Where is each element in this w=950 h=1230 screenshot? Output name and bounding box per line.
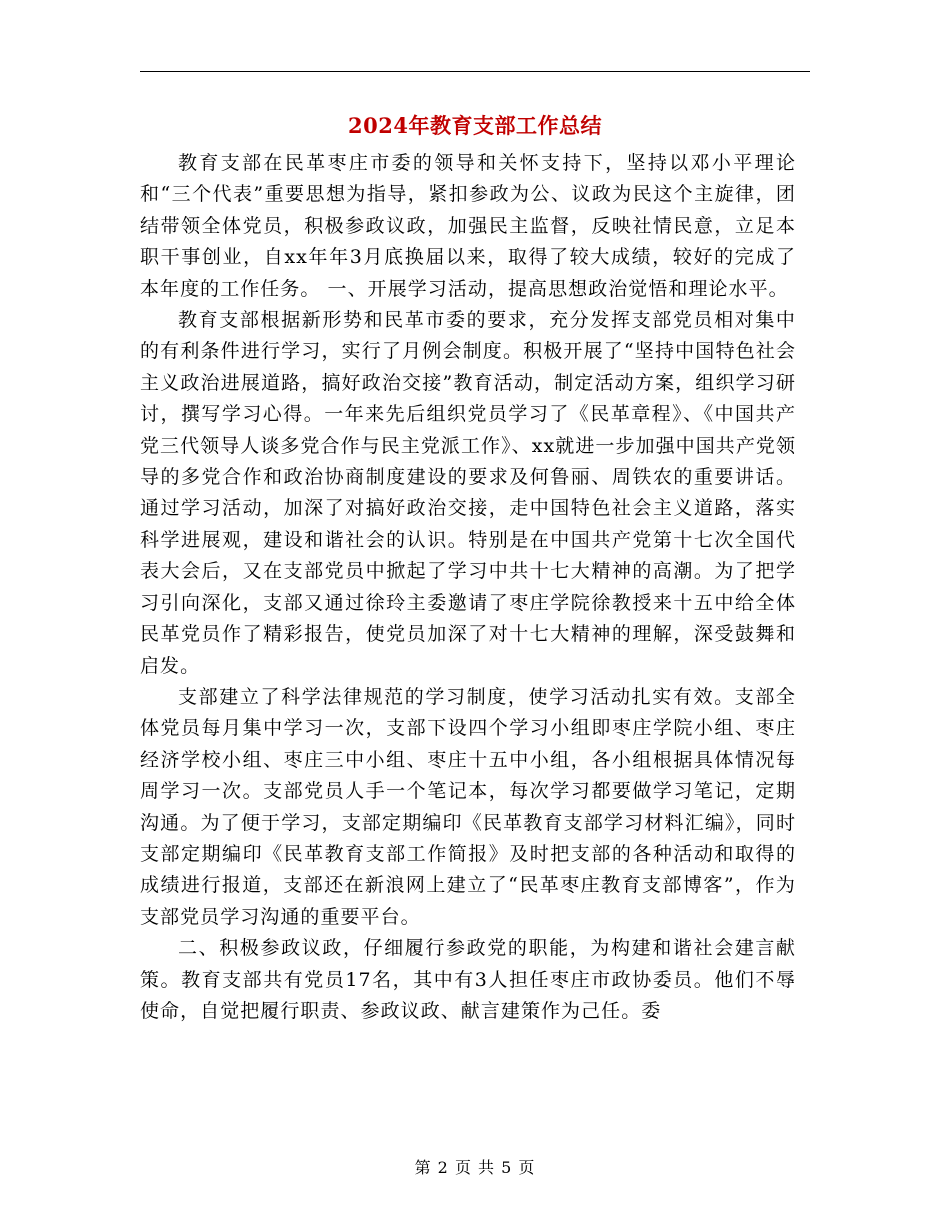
page-number-footer: 第 2 页 共 5 页 bbox=[414, 1158, 536, 1177]
paragraph: 支部建立了科学法律规范的学习制度，使学习活动扎实有效。支部全体党员每月集中学习一次，支部下设四个学习小组即枣庄学院小组、枣庄经济学校小组、枣庄三中小组、枣庄十五中小组，各小组根据具体情况每周学习一次。支部党员人手一个笔记本，每次学习都要做学习笔记，定期沟通。为了便于学习，支部定期编印《民革教育支部学习材料汇编》，同时支部定期编印《民革教育支部工作简报》及时把支部的各种活动和取得的成绩进行报道，支部还在新浪网上建立了“民革枣庄教育支部博客”，作为支部党员学习沟通的重要平台。 bbox=[140, 685, 796, 928]
paragraph: 教育支部在民革枣庄市委的领导和关怀支持下，坚持以邓小平理论和“三个代表”重要思想为指导，紧扣参政为公、议政为民这个主旋律，团结带领全体党员，积极参政议政，加强民主监督，反映社情民意，立足本职干事创业，自xx年年3月底换届以来，取得了较大成绩，较好的完成了本年度的工作任务。 一、开展学习活动，提高思想政治觉悟和理论水平。 bbox=[140, 152, 796, 300]
paragraph: 教育支部根据新形势和民革市委的要求，充分发挥支部党员相对集中的有利条件进行学习，实行了月例会制度。积极开展了“坚持中国特色社会主义政治进展道路，搞好政治交接”教育活动，制定活动方案，组织学习研讨，撰写学习心得。一年来先后组织党员学习了《民革章程》、《中国共产党三代领导人谈多党合作与民主党派工作》、xx就进一步加强中国共产党领导的多党合作和政治协商制度建设的要求及何鲁丽、周铁农的重要讲话。通过学习活动，加深了对搞好政治交接，走中国特色社会主义道路，落实科学进展观，建设和谐社会的认识。特别是在中国共产党第十七次全国代表大会后，又在支部党员中掀起了学习中共十七大精神的高潮。为了把学习引向深化，支部又通过徐玲主委邀请了枣庄学院徐教授来十五中给全体民革党员作了精彩报告，使党员加深了对十七大精神的理解，深受鼓舞和启发。 bbox=[140, 309, 796, 677]
document-title: 2024年教育支部工作总结 bbox=[348, 113, 602, 138]
header-rule bbox=[140, 71, 810, 72]
document-body bbox=[140, 148, 796, 1027]
paragraph: 二、积极参政议政，仔细履行参政党的职能，为构建和谐社会建言献策。教育支部共有党员17名，其中有3人担任枣庄市政协委员。他们不辱使命，自觉把履行职责、参政议政、献言建策作为己任。委 bbox=[140, 937, 796, 1022]
